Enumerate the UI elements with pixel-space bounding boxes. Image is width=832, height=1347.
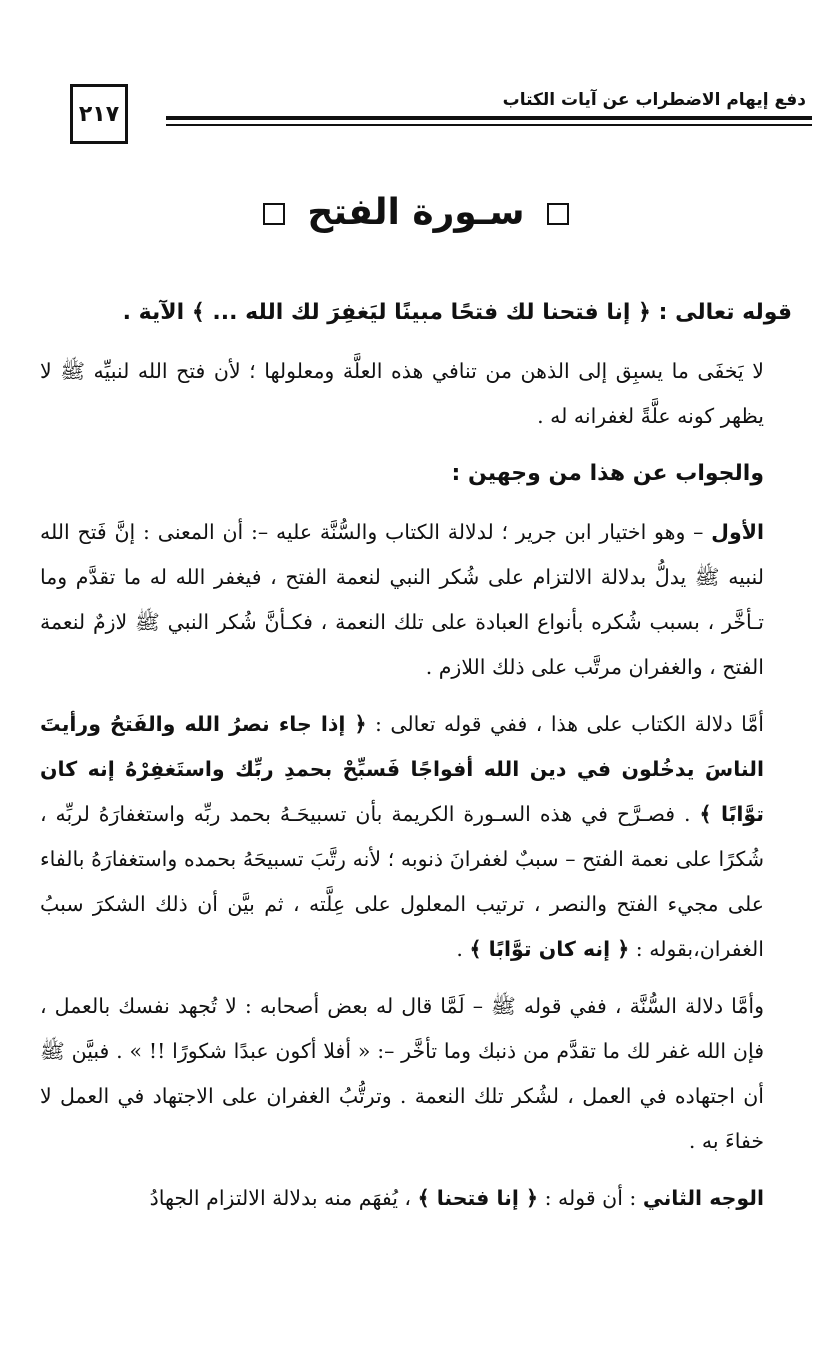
running-title: دفع إيهام الاضطراب عن آيات الكتاب bbox=[502, 90, 806, 110]
quran-quote-nasr: ﴿ إذا جاء نصرُ الله والفَتحُ ورأيتَ الناسَ يدخُلون في دين الله أفواجًا فَسبِّحْ بحمدِ ربِّك واستَغفِرْهُ إنه كان توَّابًا ﴾ bbox=[40, 712, 764, 826]
quran-quote-fatahna: ﴿ إنا فتحنا ﴾ bbox=[417, 1186, 539, 1210]
header-rule-thick bbox=[166, 116, 812, 120]
answer-heading: والجواب عن هذا من وجهين : bbox=[451, 461, 764, 486]
page-number: ٢١٧ bbox=[70, 84, 128, 144]
square-ornament-left bbox=[263, 203, 285, 225]
book-evidence-end: . bbox=[456, 937, 470, 961]
surah-title bbox=[0, 192, 832, 233]
second-aspect-label: الوجه الثاني bbox=[642, 1186, 764, 1210]
verse-heading: قوله تعالى : ﴿ إنا فتحنا لك فتحًا مبينًا ليَغفِرَ لك الله ... ﴾ الآية . bbox=[122, 300, 792, 325]
book-evidence-explanation: . فصـرَّح في هذه السـورة الكريمة بأن تسبيحَـهُ بحمد ربِّه واستغفارَهُ لربِّه ، شُكرًا على نعمة الفتح – سببٌ لغفرانَ ذنوبه ؛ لأنه رتَّبَ تسبيحَهُ بحمده واستغفارَهُ بالفاء على مجيء الفتح والنصر ، ترتيب المعلول على عِلَّته ، ثم بيَّن أن ذلك الشكرَ سببُ الغفران،بقوله : bbox=[40, 802, 764, 961]
book-evidence-intro: أمَّا دلالة الكتاب على هذا ، ففي قوله تعالى : bbox=[366, 712, 764, 736]
first-aspect-text: – وهو اختيار ابن جرير ؛ لدلالة الكتاب والسُّنَّة عليه –: أن المعنى : إنَّ فَتح الله لنبيه ﷺ يدلُّ بدلالة الالتزام على شُكر النبي لنعمة الفتح ، فيغفر الله له ما تقدَّم وما تـأخَّر ، بسبب شُكره بأنواع العبادة على تلك النعمة ، فكـأنَّ شُكر النبي ﷺ لازمٌ لنعمة الفتح ، والغفران مرتَّب على ذلك اللازم . bbox=[40, 520, 764, 679]
paragraph-problem: لا يَخفَى ما يسبِق إلى الذهن من تنافي هذه العلَّة ومعلولها ؛ لأن فتح الله لنبيِّه ﷺ لا يظهر كونه علَّةً لغفرانه له . bbox=[40, 359, 764, 428]
paragraph-first-aspect bbox=[40, 510, 792, 690]
header-rule-thin bbox=[166, 124, 812, 126]
paragraph-second-aspect bbox=[40, 1176, 792, 1221]
page-body bbox=[40, 290, 792, 1233]
square-ornament-right bbox=[547, 203, 569, 225]
page-header bbox=[70, 84, 812, 148]
second-aspect-intro: : أن قوله : bbox=[538, 1186, 643, 1210]
first-aspect-label: الأول bbox=[711, 520, 764, 544]
second-aspect-text: ، يُفهَم منه بدلالة الالتزام الجهادُ bbox=[149, 1186, 418, 1210]
paragraph-book-evidence bbox=[40, 702, 792, 972]
surah-title-text: سـورة الفتح bbox=[307, 192, 525, 233]
paragraph-sunnah-evidence: وأمَّا دلالة السُّنَّة ، ففي قوله ﷺ – لَمَّا قال له بعض أصحابه : لا تُجهد نفسك بالعمل ، فإن الله غفر لك ما تقدَّم من ذنبك وما تأخَّر –: « أفلا أكون عبدًا شكورًا !! » . فبيَّن ﷺ أن اجتهاده في العمل ، لشُكر تلك النعمة . وترتُّبُ الغفران على الاجتهاد في العمل لا خفاءَ به . bbox=[40, 994, 764, 1153]
quran-quote-tawwab: ﴿ إنه كان توَّابًا ﴾ bbox=[469, 937, 630, 961]
